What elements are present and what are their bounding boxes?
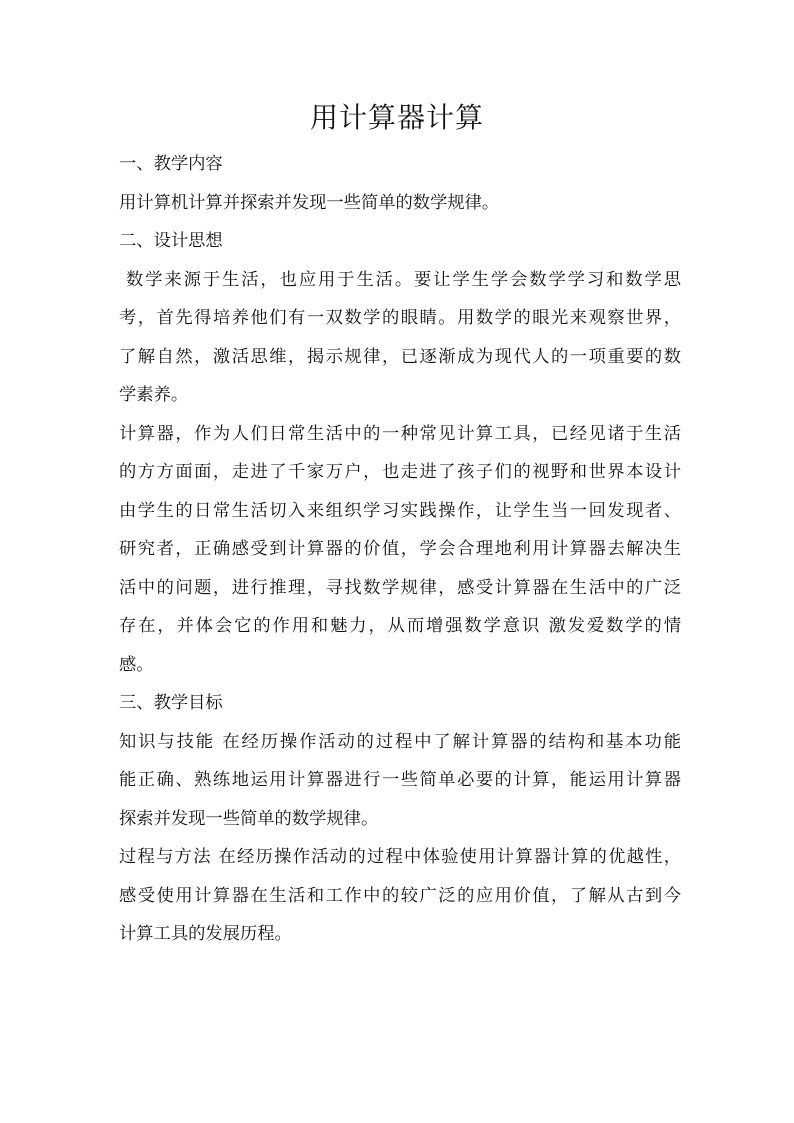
heading-design-idea: 二、设计思想 xyxy=(119,231,223,251)
paragraph-line: 用计算机计算并探索并发现一些简单的数学规律。 xyxy=(119,192,500,213)
paragraph-line: 数学来源于生活，也应用于生活。要让学生学会数学学习和数学思 xyxy=(126,269,681,290)
paragraph-line: 由学生的日常生活切入来组织学习实践操作，让学生当一回发现者、 xyxy=(119,500,681,521)
document-title: 用计算器计算 xyxy=(309,101,484,134)
document-body xyxy=(119,145,681,954)
paragraph-line: 探索并发现一些简单的数学规律。 xyxy=(119,808,379,829)
paragraph-line: 了解自然，激活思维，揭示规律，已逐渐成为现代人的一项重要的数 xyxy=(119,346,681,367)
heading-teaching-content: 一、教学内容 xyxy=(119,154,223,174)
paragraph-line: 感受使用计算器在生活和工作中的较广泛的应用价值，了解从古到今 xyxy=(119,885,681,906)
paragraph-line: 感。 xyxy=(119,654,154,675)
paragraph-line: 存在，并体会它的作用和魅力，从而增强数学意识 激发爱数学的情 xyxy=(119,616,681,636)
paragraph-line: 知识与技能 在经历操作活动的过程中了解计算器的结构和基本功能 xyxy=(119,731,681,752)
paragraph-line: 计算器，作为人们日常生活中的一种常见计算工具，已经见诸于生活 xyxy=(119,423,681,444)
heading-teaching-goals: 三、教学目标 xyxy=(119,693,223,713)
paragraph-line: 能正确、熟练地运用计算器进行一些简单必要的计算，能运用计算器 xyxy=(119,770,681,790)
paragraph-line: 过程与方法 在经历操作活动的过程中体验使用计算器计算的优越性， xyxy=(119,847,681,867)
paragraph-line: 的方方面面，走进了千家万户，也走进了孩子们的视野和世界本设计 xyxy=(119,462,681,482)
paragraph-line: 研究者，正确感受到计算器的价值，学会合理地利用计算器去解决生 xyxy=(119,539,681,559)
paragraph-line: 计算工具的发展历程。 xyxy=(119,924,292,944)
paragraph-line: 学素养。 xyxy=(119,385,189,405)
paragraph-line: 考，首先得培养他们有一双数学的眼睛。用数学的眼光来观察世界， xyxy=(119,308,681,328)
paragraph-line: 活中的问题，进行推理，寻找数学规律，感受计算器在生活中的广泛 xyxy=(119,577,681,598)
